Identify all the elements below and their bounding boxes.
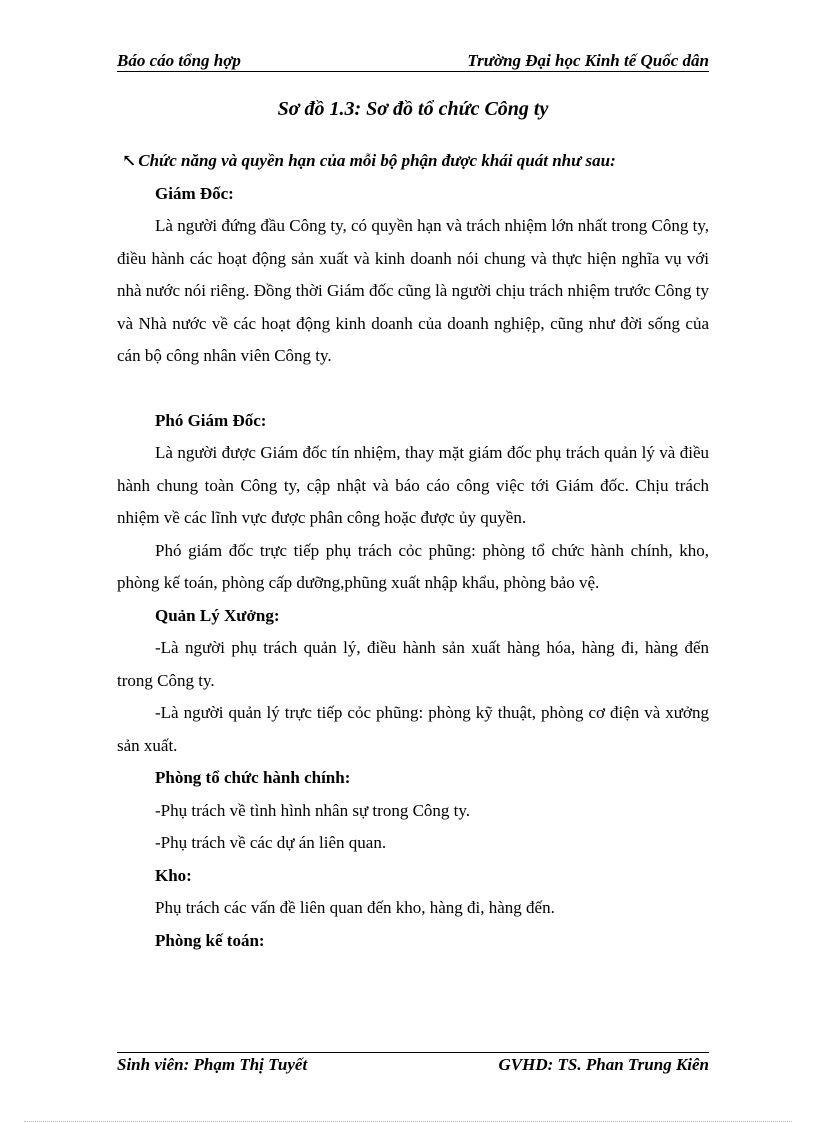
list-item: -Phụ trách về các dự án liên quan. [155, 833, 387, 852]
paragraph-pho-giam-doc-2: Phó giám đốc trực tiếp phụ trách cỏc phũng: phòng tổ chức hành chính, kho, phòng kế toán, phòng cấp dưỡng,phũng xuất nhập khẩu, phòng bảo vệ. [117, 540, 709, 592]
heading-ke-toan: Phòng kế toán: [155, 930, 265, 950]
paragraph-giam-doc: Là người đứng đầu Công ty, có quyền hạn và trách nhiệm lớn nhất trong Công ty, điều hành các hoạt động sản xuất và kinh doanh nói chung và thực hiện nghĩa vụ với nhà nước nói riêng. Đồng thời Giám đốc cũng là người chịu trách nhiệm trước Công ty và Nhà nước về các hoạt động kinh doanh của doanh nghiệp, cũng như đời sống của cán bộ công nhân viên Công ty. [117, 216, 709, 365]
heading-to-chuc-hanh-chinh: Phòng tổ chức hành chính: [155, 768, 351, 787]
footer-left: Sinh viên: Phạm Thị Tuyết [117, 1055, 308, 1074]
paragraph-quan-ly-xuong-1: -Là người phụ trách quản lý, điều hành sản xuất hàng hóa, hàng đi, hàng đến trong Công ty. [117, 638, 709, 690]
header-left: Báo cáo tổng hợp [117, 51, 241, 70]
paragraph-pho-giam-doc-1: Là người được Giám đốc tín nhiệm, thay mặt giám đốc phụ trách quản lý và điều hành chung toàn Công ty, cập nhật và báo cáo công việc tới Giám đốc. Chịu trách nhiệm về các lĩnh vực được phân công hoặc được ủy quyền. [117, 443, 709, 527]
page-header [117, 49, 709, 72]
paragraph-quan-ly-xuong-2: -Là người quản lý trực tiếp cỏc phũng: phòng kỹ thuật, phòng cơ điện và xưởng sản xuất. [117, 703, 709, 755]
arrow-bullet-icon: ↖ [122, 151, 137, 170]
spacer [117, 373, 709, 405]
page-footer [117, 1052, 709, 1077]
intro-text: Chức năng và quyền hạn của mỗi bộ phận được khái quát như sau: [138, 151, 616, 170]
header-right: Trường Đại học Kinh tế Quốc dân [467, 51, 709, 70]
heading-quan-ly-xuong: Quản Lý Xưởng: [155, 605, 280, 625]
paragraph-kho: Phụ trách các vấn đề liên quan đến kho, hàng đi, hàng đến. [155, 898, 555, 917]
document-body [117, 145, 709, 957]
page-title: Sơ đồ 1.3: Sơ đồ tổ chức Công ty [277, 98, 549, 120]
list-item: -Phụ trách về tình hình nhân sự trong Công ty. [155, 800, 471, 820]
heading-pho-giam-doc: Phó Giám Đốc: [155, 410, 267, 430]
heading-giam-doc: Giám Đốc: [155, 183, 234, 203]
intro-line [122, 145, 709, 178]
heading-kho: Kho: [155, 865, 192, 885]
page-bottom-divider [24, 1121, 792, 1122]
footer-right: GVHD: TS. Phan Trung Kiên [498, 1055, 709, 1074]
